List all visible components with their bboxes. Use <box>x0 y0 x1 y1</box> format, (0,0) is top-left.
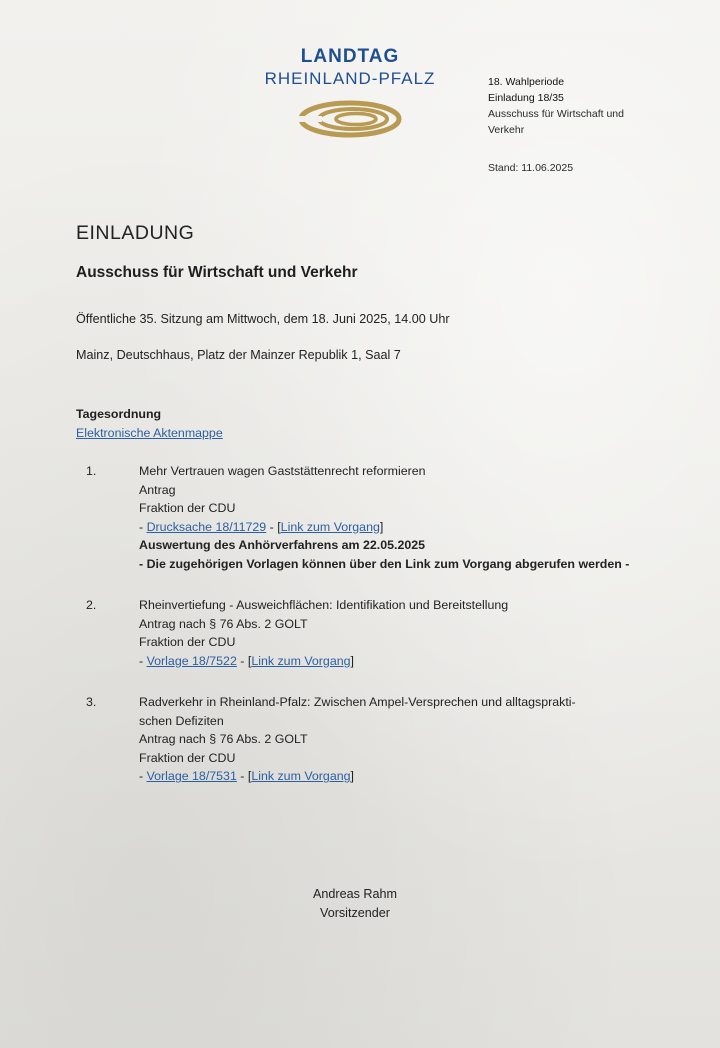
doc-prefix: - <box>139 653 147 668</box>
agenda-item-title: Mehr Vertrauen wagen Gaststättenrecht reformieren <box>139 464 426 478</box>
doc-suffix: ] <box>350 653 354 668</box>
agenda-item-number: 3. <box>86 695 97 709</box>
landtag-logo <box>262 46 438 139</box>
document-meta <box>488 74 698 176</box>
agenda-item-body <box>139 693 659 786</box>
ausschuss-line-1: Ausschuss für Wirtschaft und <box>488 108 624 120</box>
agenda-item-title: Rheinvertiefung - Ausweichflächen: Identifikation und Bereitstellung <box>139 598 509 612</box>
doc-prefix: - <box>139 769 147 784</box>
agenda-item-type: Antrag <box>139 482 176 497</box>
doc-suffix: ] <box>379 519 384 534</box>
stand-date: Stand: 11.06.2025 <box>488 162 574 174</box>
doc-separator: - [ <box>266 519 281 534</box>
agenda-item-docs <box>139 767 659 786</box>
vorlage-link[interactable]: Vorlage 18/7522 <box>146 653 237 668</box>
signature-role: Vorsitzender <box>319 906 390 920</box>
vorgang-link[interactable]: Link zum Vorgang <box>251 653 351 668</box>
logo-line-2: RHEINLAND-PFALZ <box>264 69 436 88</box>
doc-separator: - [ <box>236 653 252 668</box>
akte-link[interactable]: Elektronische Aktenmappe <box>76 426 223 440</box>
agenda-item-note: - Die zugehörigen Vorlagen können über den Link zum Vorgang abgerufen werden - <box>139 556 630 571</box>
agenda-item-fraktion: Fraktion der CDU <box>139 750 236 765</box>
agenda-item-fraktion: Fraktion der CDU <box>139 501 236 516</box>
signature-name: Andreas Rahm <box>313 887 397 901</box>
einladung-number: Einladung 18/35 <box>488 92 564 104</box>
agenda-item-type: Antrag nach § 76 Abs. 2 GOLT <box>139 616 308 631</box>
logo-line-1: LANDTAG <box>300 46 400 67</box>
doc-prefix: - <box>139 519 147 534</box>
signature-block <box>0 885 710 923</box>
agenda-item-title: Radverkehr in Rheinland-Pfalz: Zwischen Ampel-Versprechen und alltagsprakti- <box>139 695 576 709</box>
agenda-item-body <box>139 462 659 574</box>
session-place: Mainz, Deutschhaus, Platz der Mainzer Republik 1, Saal 7 <box>76 348 401 362</box>
agenda-item-docs <box>139 652 659 671</box>
agenda-item-type: Antrag nach § 76 Abs. 2 GOLT <box>139 732 308 747</box>
doc-separator: - [ <box>236 769 252 784</box>
parliament-seating-icon <box>298 99 402 139</box>
agenda-heading: Tagesordnung <box>76 407 162 421</box>
drucksache-link[interactable]: Drucksache 18/11729 <box>146 519 267 534</box>
doc-suffix: ] <box>350 769 354 784</box>
page-title: EINLADUNG <box>76 222 195 244</box>
agenda-item-docs <box>139 518 659 537</box>
wahlperiode: 18. Wahlperiode <box>488 76 565 88</box>
agenda-item-title-cont: schen Defiziten <box>139 713 224 728</box>
vorgang-link[interactable]: Link zum Vorgang <box>251 769 351 784</box>
session-info: Öffentliche 35. Sitzung am Mittwoch, dem 18. Juni 2025, 14.00 Uhr <box>76 312 450 326</box>
agenda-item-body <box>139 596 659 670</box>
ausschuss-line-2: Verkehr <box>488 124 525 136</box>
agenda-item-note: Auswertung des Anhörverfahrens am 22.05.2025 <box>139 538 426 553</box>
vorlage-link[interactable]: Vorlage 18/7531 <box>146 769 237 784</box>
vorgang-link[interactable]: Link zum Vorgang <box>280 519 380 534</box>
agenda-item-number: 1. <box>86 464 97 478</box>
agenda-item-number: 2. <box>86 598 97 612</box>
agenda-item-fraktion: Fraktion der CDU <box>139 635 236 650</box>
committee-name: Ausschuss für Wirtschaft und Verkehr <box>76 264 358 281</box>
